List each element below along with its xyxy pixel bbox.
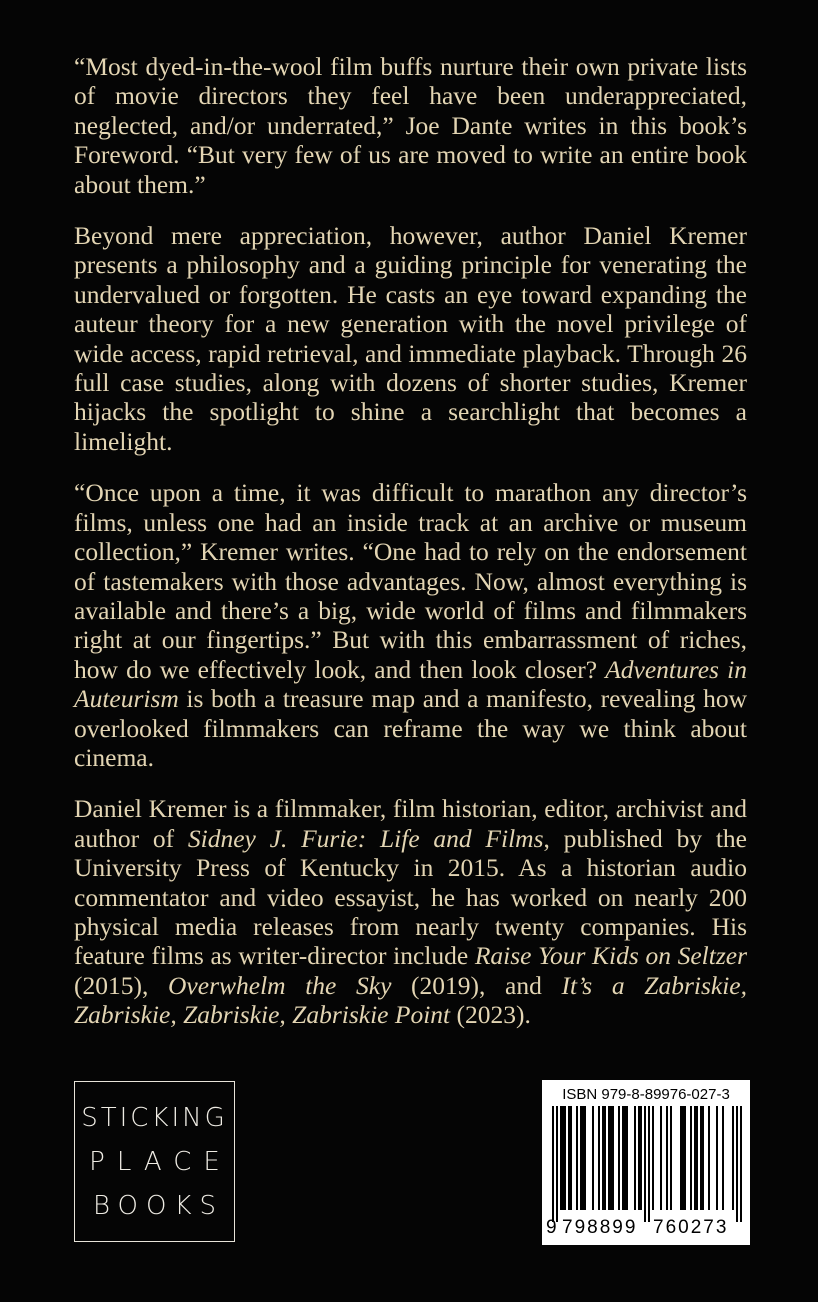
barcode-bar xyxy=(582,1106,584,1210)
barcode-bar xyxy=(660,1106,662,1210)
paragraph-1 xyxy=(74,52,747,199)
barcode-bar xyxy=(652,1106,654,1210)
barcode-bar xyxy=(696,1106,698,1210)
barcode-digits-left: 798899 xyxy=(562,1217,638,1238)
barcode-bar xyxy=(612,1106,614,1210)
barcode-bar xyxy=(584,1106,586,1210)
barcode-bar xyxy=(644,1106,646,1222)
italic-title: Raise Your Kids on Seltzer xyxy=(474,941,747,971)
italic-title: Adventures in Auteurism xyxy=(74,654,747,714)
barcode-bar xyxy=(736,1106,738,1222)
paragraph-2 xyxy=(74,221,747,456)
text-run: Daniel Kremer is a filmmaker, film historian, editor, archivist and author of xyxy=(74,794,747,853)
barcode-bar xyxy=(740,1106,742,1222)
barcode-bar xyxy=(638,1106,640,1210)
text-run: is both a treasure map and a manifesto, revealing how overlooked filmmakers can reframe the way we think about cinema. xyxy=(74,684,747,772)
paragraph-4 xyxy=(74,794,747,1029)
barcode-bar xyxy=(624,1106,626,1210)
barcode-bar xyxy=(570,1106,572,1210)
barcode-bar xyxy=(684,1106,686,1210)
barcode-bar xyxy=(602,1106,604,1210)
barcode-bars xyxy=(542,1106,750,1224)
barcode-bar xyxy=(666,1106,668,1210)
barcode-bar xyxy=(708,1106,710,1210)
barcode-bar xyxy=(608,1106,610,1210)
back-cover-text xyxy=(74,52,747,1052)
barcode-bar xyxy=(634,1106,636,1210)
isbn-barcode xyxy=(542,1080,750,1245)
text-run: , published by the University Press of Kentucky in 2015. As a historian audio commentator and video essayist, he has worked on nearly 200 physical media releases from nearly twenty companies. His feature films as writer-director include xyxy=(74,823,747,971)
barcode-bar xyxy=(722,1106,724,1210)
barcode-bar xyxy=(568,1106,570,1210)
barcode-bar xyxy=(682,1106,684,1210)
text-run: (2015), xyxy=(74,970,169,1000)
paragraph-3 xyxy=(74,478,747,772)
barcode-bar xyxy=(580,1106,582,1210)
text-run: “Once upon a time, it was difficult to marathon any director’s films, unless one had an inside track at an archive or museum collection,” Kremer writes. “One had to rely on the endorsement of tastemakers with those advantages. Now, almost everything is available and there’s a big, wide world of films and filmmakers right at our fingertips.” But with this embarrassment of riches, how do we effectively look, and then look closer? xyxy=(74,478,747,684)
italic-title: It’s a Zabriskie, Zabriskie, Zabriskie, Zabriskie Point xyxy=(74,970,747,1030)
italic-title: Sidney J. Furie: Life and Films xyxy=(187,823,544,853)
text-run: (2023). xyxy=(450,1000,531,1030)
barcode-bar xyxy=(670,1106,672,1210)
barcode-bar xyxy=(622,1106,624,1210)
barcode-bar xyxy=(604,1106,606,1210)
barcode-bar xyxy=(716,1106,718,1210)
barcode-bar xyxy=(560,1106,562,1210)
barcode-digits-right: 760273 xyxy=(653,1217,729,1238)
text-run: (2019), and xyxy=(391,970,562,1000)
publisher-logo xyxy=(74,1081,235,1242)
barcode-bar xyxy=(576,1106,578,1210)
barcode-bar xyxy=(626,1106,628,1210)
logo-line-3: BOOKS xyxy=(92,1190,225,1221)
logo-line-2: PLACE xyxy=(89,1146,232,1177)
barcode-bar xyxy=(648,1106,650,1222)
barcode-digit-lead: 9 xyxy=(546,1217,557,1238)
barcode-bar xyxy=(564,1106,566,1210)
barcode-bar xyxy=(700,1106,702,1210)
italic-title: Overwhelm the Sky xyxy=(168,970,392,1000)
barcode-bar xyxy=(690,1106,692,1210)
text-run: “Most dyed-in-the-wool film buffs nurture their own private lists of movie directors they feel have been underappreciated, neglected, and/or underrated,” Joe Dante writes in this book’s Foreword. “But very few of us are moved to write an entire book about them.” xyxy=(74,52,747,199)
barcode-bar xyxy=(552,1106,554,1222)
barcode-bar xyxy=(556,1106,558,1222)
isbn-label: ISBN 979-8-89976-027-3 xyxy=(562,1086,730,1103)
barcode-bar xyxy=(702,1106,704,1210)
barcode-bar xyxy=(640,1106,642,1210)
barcode-bar xyxy=(610,1106,612,1210)
barcode-bar xyxy=(732,1106,734,1210)
text-run: Beyond mere appreciation, however, author Daniel Kremer presents a philosophy and a guiding principle for venerating the undervalued or forgotten. He casts an eye toward expanding the auteur theory for a new generation with the novel privilege of wide access, rapid retrieval, and immediate playback. Through 26 full case studies, along with dozens of shorter studies, Kremer hijacks the spotlight to shine a searchlight that becomes a limelight. xyxy=(74,221,747,456)
logo-line-1: STICKING xyxy=(81,1102,228,1133)
barcode-bar xyxy=(598,1106,600,1210)
barcode-bar xyxy=(592,1106,594,1210)
barcode-bar xyxy=(618,1106,620,1210)
barcode-bar xyxy=(680,1106,682,1210)
barcode-bar xyxy=(694,1106,696,1210)
barcode-bar xyxy=(562,1106,564,1210)
